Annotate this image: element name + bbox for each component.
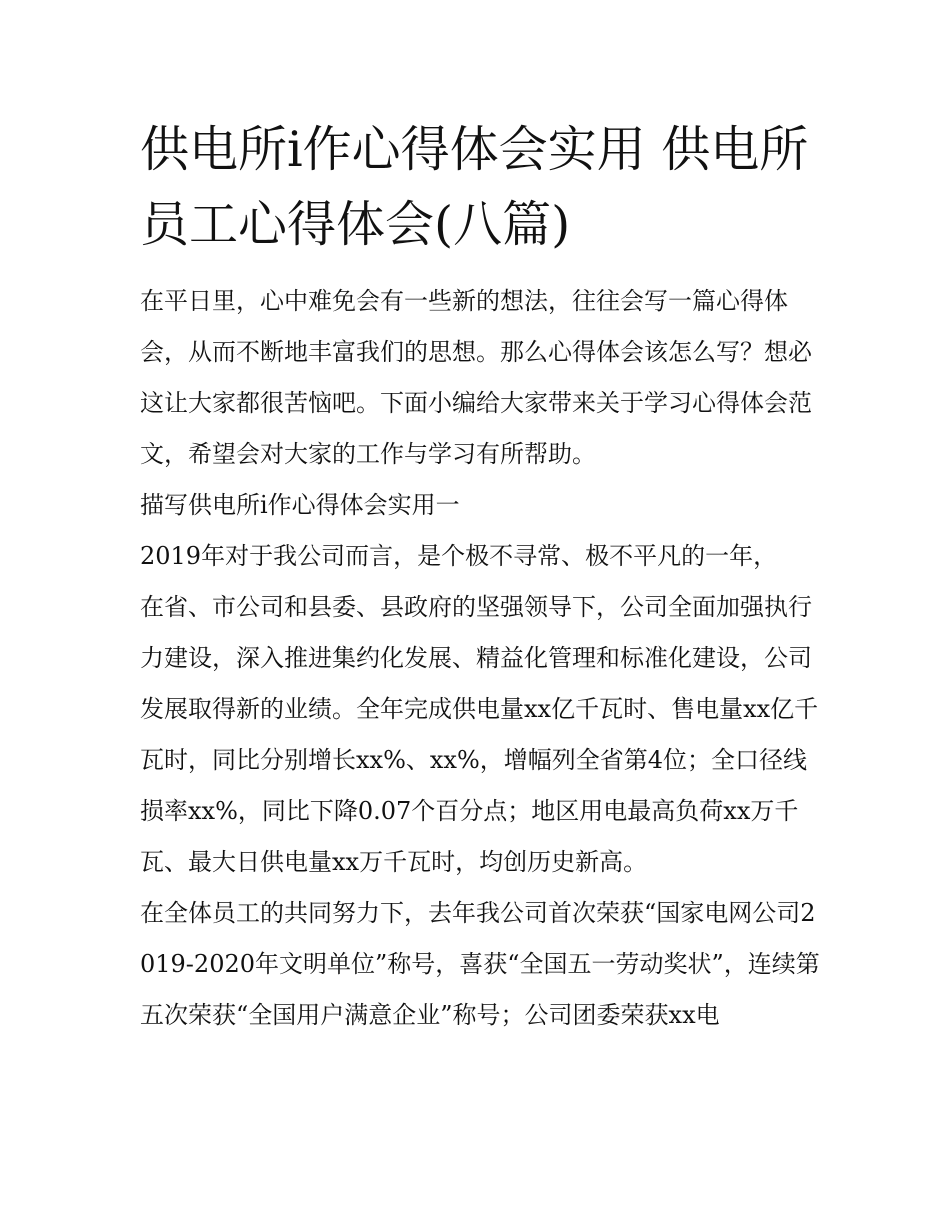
intro-paragraph: 在平日里，心中难免会有一些新的想法，往往会写一篇心得体会，从而不断地丰富我们的思想。那么心得体会该怎么写？想必这让大家都很苦恼吧。下面小编给大家带来关于学习心得体会范文，希望会对大家的工作与学习有所帮助。: [140, 287, 812, 468]
paragraph-year-summary: 2019年对于我公司而言，是个极不寻常、极不平凡的一年，: [140, 542, 778, 570]
paragraph-honors: 在全体员工的共同努力下，去年我公司首次荣获“国家电网公司2019-2020年文明单位”称号，喜获“全国五一劳动奖状”，连续第五次荣获“全国用户满意企业”称号；公司团委荣获xx电: [140, 899, 820, 1029]
section-heading: 描写供电所ⅰ作心得体会实用一: [140, 491, 460, 519]
paragraph-achievements: 在省、市公司和县委、县政府的坚强领导下，公司全面加强执行力建设，深入推进集约化发展、精益化管理和标准化建设，公司发展取得新的业绩。全年完成供电量xx亿千瓦时、售电量xx亿千瓦时，同比分别增长xx%、xx%，增幅列全省第4位；全口径线损率xx%，同比下降0.07个百分点；地区用电最高负荷xx万千瓦、最大日供电量xx万千瓦时，均创历史新高。: [140, 593, 819, 876]
document-body: [140, 112, 820, 1041]
title-spacing: [140, 262, 820, 276]
document-title: 供电所ⅰ作心得体会实用 供电所员工心得体会(八篇): [140, 121, 809, 253]
